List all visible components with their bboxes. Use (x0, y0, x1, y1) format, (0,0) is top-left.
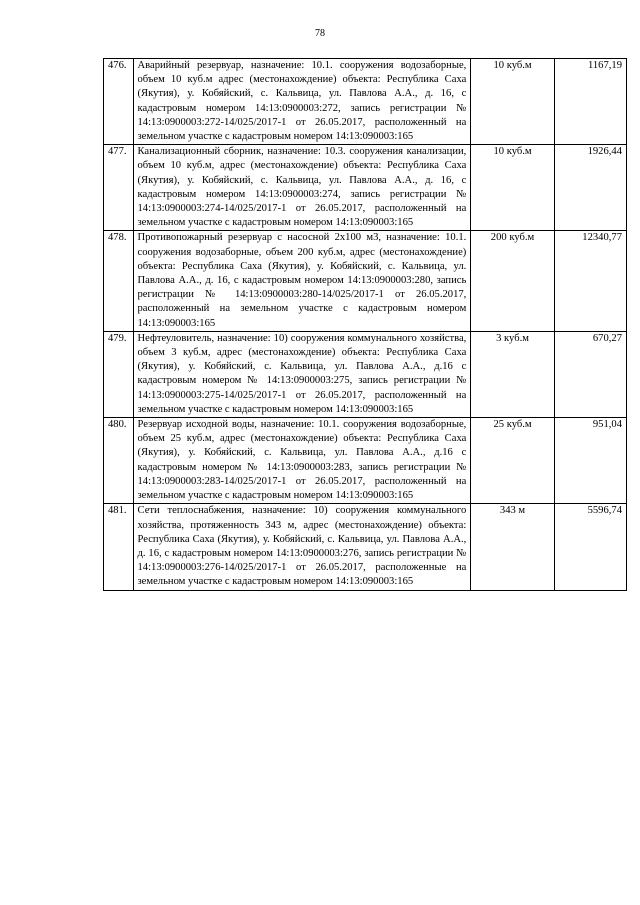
row-cost: 1926,44 (554, 145, 626, 231)
row-cost: 951,04 (554, 418, 626, 504)
property-registry-table (103, 58, 627, 591)
row-quantity: 343 м (471, 504, 554, 590)
row-cost: 12340,77 (554, 231, 626, 331)
row-description: Резервуар исходной воды, назначение: 10.1. сооружения водозаборные, объем 25 куб.м, адрес (местонахождение) объекта: Республика Саха (Якутия), у. Кобяйский, с. Кальвица, ул. Павлова А.А., д.16 с кадастровым номером № 14:13:0900003:283, запись регистрации № 14:13:0900003:283-14/025/2017-1 от 26.05.2017, расположенный на земельном участке с кадастровым номером 14:13:090003:165 (133, 418, 471, 504)
row-description: Нефтеуловитель, назначение: 10) сооружения коммунального хозяйства, объем 3 куб.м, адрес (местонахождение) объекта: Республика Саха (Якутия), у. Кобяйский, с. Кальвица, ул. Павлова А.А., д.16 с кадастровым номером № 14:13:0900003:275, запись регистрации № 14:13:0900003:275-14/025/2017-1 от 26.05.2017, расположенный на земельном участке с кадастровым номером 14:13:090003:165 (133, 331, 471, 417)
row-quantity: 3 куб.м (471, 331, 554, 417)
table-row (104, 145, 627, 231)
row-number: 478. (104, 231, 134, 331)
table-row (104, 418, 627, 504)
table-row (104, 231, 627, 331)
row-description: Аварийный резервуар, назначение: 10.1. сооружения водозаборные, объем 10 куб.м адрес (местонахождение) объекта: Республика Саха (Якутия), у. Кобяйский, с. Кальвица, ул. Павлова А.А., д. 16, с кадастровым номером 14:13:0900003:272, запись регистрации № 14:13:0900003:272-14/025/2017-1 от 26.05.2017, расположенный на земельном участке с кадастровым номером 14:13:090003:165 (133, 59, 471, 145)
row-number: 481. (104, 504, 134, 590)
row-quantity: 10 куб.м (471, 59, 554, 145)
row-number: 477. (104, 145, 134, 231)
row-quantity: 25 куб.м (471, 418, 554, 504)
row-description: Канализационный сборник, назначение: 10.3. сооружения канализации, объем 10 куб.м, адрес (местонахождение) объекта: Республика Саха (Якутия), у. Кобяйский, с. Кальвица, ул. Павлова А.А., д. 16, с кадастровым номером 14:13:0900003:274, запись регистрации № 14:13:0900003:274-14/025/2017-1 от 26.05.2017, расположенный на земельном участке с кадастровым номером 14:13:090003:165 (133, 145, 471, 231)
row-number: 480. (104, 418, 134, 504)
table-row (104, 331, 627, 417)
row-number: 479. (104, 331, 134, 417)
row-quantity: 10 куб.м (471, 145, 554, 231)
row-cost: 670,27 (554, 331, 626, 417)
table-row (104, 59, 627, 145)
page-number: 78 (315, 28, 325, 39)
row-cost: 1167,19 (554, 59, 626, 145)
row-description: Сети теплоснабжения, назначение: 10) сооружения коммунального хозяйства, протяженность 343 м, адрес (местонахождение) объекта: Республика Саха (Якутия), у. Кобяйский, с. Кальвица, ул. Павлова А.А., д. 16, с кадастровым номером 14:13:0900003:276, запись регистрации № 14:13:0900003:276-14/025/2017-1 от 26.05.2017, расположенные на земельном участке с кадастровым номером 14:13:090003:165 (133, 504, 471, 590)
row-number: 476. (104, 59, 134, 145)
row-cost: 5596,74 (554, 504, 626, 590)
row-quantity: 200 куб.м (471, 231, 554, 331)
table-row (104, 504, 627, 590)
row-description: Противопожарный резервуар с насосной 2х100 м3, назначение: 10.1. сооружения водозаборные, объем 200 куб.м, адрес (местонахождение) объекта: Республика Саха (Якутия), у. Кобяйский, с. Кальвица, ул. Павлова А.А., д. 16, с кадастровым номером 14:13:0900003:280, запись регистрации № 14:13:0900003:280-14/025/2017-1 от 26.05.2017, расположенный на земельном участке с кадастровым номером 14:13:090003:165 (133, 231, 471, 331)
